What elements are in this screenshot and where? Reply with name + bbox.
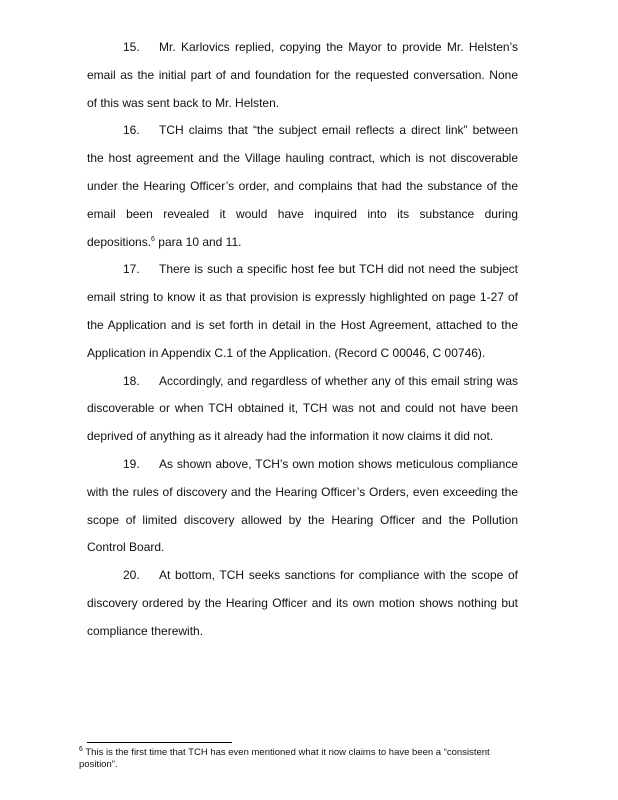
line-text: depositions.: [87, 234, 152, 249]
paragraph-line: [87, 317, 518, 345]
paragraph-line: [87, 67, 518, 95]
line-text: of this was sent back to Mr. Helsten.: [87, 95, 280, 110]
paragraph-number: 20.: [123, 568, 140, 583]
document-body: [87, 39, 518, 651]
footnote-text: This is the first time that TCH has even mentioned what it now claims to have been a “consistent position”.: [79, 747, 490, 770]
paragraph-line: [87, 428, 518, 456]
paragraph-line: [87, 261, 518, 289]
paragraph-line: [87, 150, 518, 178]
paragraph-line: [87, 373, 518, 401]
footnote-reference[interactable]: 6: [151, 235, 155, 243]
line-text: As shown above, TCH’s own motion shows meticulous compliance: [159, 456, 518, 471]
paragraph-line: [87, 512, 518, 540]
paragraph-line: [87, 39, 518, 67]
line-text: scope of limited discovery allowed by the Hearing Officer and the Pollution: [87, 512, 518, 527]
line-text: email been revealed it would have inquired into its substance during: [87, 206, 518, 221]
paragraph-line: [87, 234, 518, 262]
line-text: deprived of anything as it already had the information it now claims it did not.: [87, 429, 494, 444]
paragraph-number: 15.: [123, 40, 140, 54]
paragraph-line: [87, 567, 518, 595]
line-text: the host agreement and the Village hauling contract, which is not discoverable: [87, 151, 518, 166]
paragraph-line: [87, 95, 518, 123]
line-text: There is such a specific host fee but TCH did not need the subject: [159, 262, 518, 277]
line-text: At bottom, TCH seeks sanctions for compliance with the scope of: [159, 568, 518, 583]
paragraph-line: [87, 539, 518, 567]
line-text: para 10 and 11.: [154, 234, 242, 249]
line-text: Accordingly, and regardless of whether any of this email string was: [159, 373, 518, 388]
paragraph-line: [87, 623, 518, 651]
line-text: email as the initial part of and foundation for the requested conversation. None: [87, 67, 518, 82]
paragraph-line: [87, 595, 518, 623]
paragraph-line: [87, 345, 518, 373]
line-text: under the Hearing Officer’s order, and complains that had the substance of the: [87, 178, 518, 193]
paragraph-number: 17.: [123, 262, 140, 277]
paragraph-line: [87, 289, 518, 317]
line-text: TCH claims that “the subject email reflects a direct link” between: [159, 123, 518, 138]
line-text: Application in Appendix C.1 of the Application. (Record C 00046, C 00746).: [87, 345, 486, 360]
footnote-separator: [87, 742, 232, 743]
paragraph-number: 19.: [123, 456, 140, 471]
line-text: Control Board.: [87, 540, 165, 555]
paragraph-number: 16.: [123, 123, 140, 138]
footnote-number: 6: [79, 745, 83, 753]
line-text: with the rules of discovery and the Hearing Officer’s Orders, even exceeding the: [87, 484, 518, 499]
footnote: [79, 747, 529, 771]
paragraph-number: 18.: [123, 373, 140, 388]
paragraph-line: [87, 206, 518, 234]
paragraph-line: [87, 122, 518, 150]
line-text: Mr. Karlovics replied, copying the Mayor to provide Mr. Helsten’s: [159, 40, 518, 54]
paragraph-line: [87, 484, 518, 512]
paragraph-line: [87, 178, 518, 206]
line-text: discoverable or when TCH obtained it, TCH was not and could not have been: [87, 401, 518, 416]
paragraph-line: [87, 400, 518, 428]
line-text: discovery ordered by the Hearing Officer and its own motion shows nothing but: [87, 595, 518, 610]
line-text: the Application and is set forth in detail in the Host Agreement, attached to the: [87, 317, 518, 332]
line-text: email string to know it as that provision is expressly highlighted on page 1-27 of: [87, 290, 518, 305]
paragraph-line: [87, 456, 518, 484]
line-text: compliance therewith.: [87, 623, 204, 638]
